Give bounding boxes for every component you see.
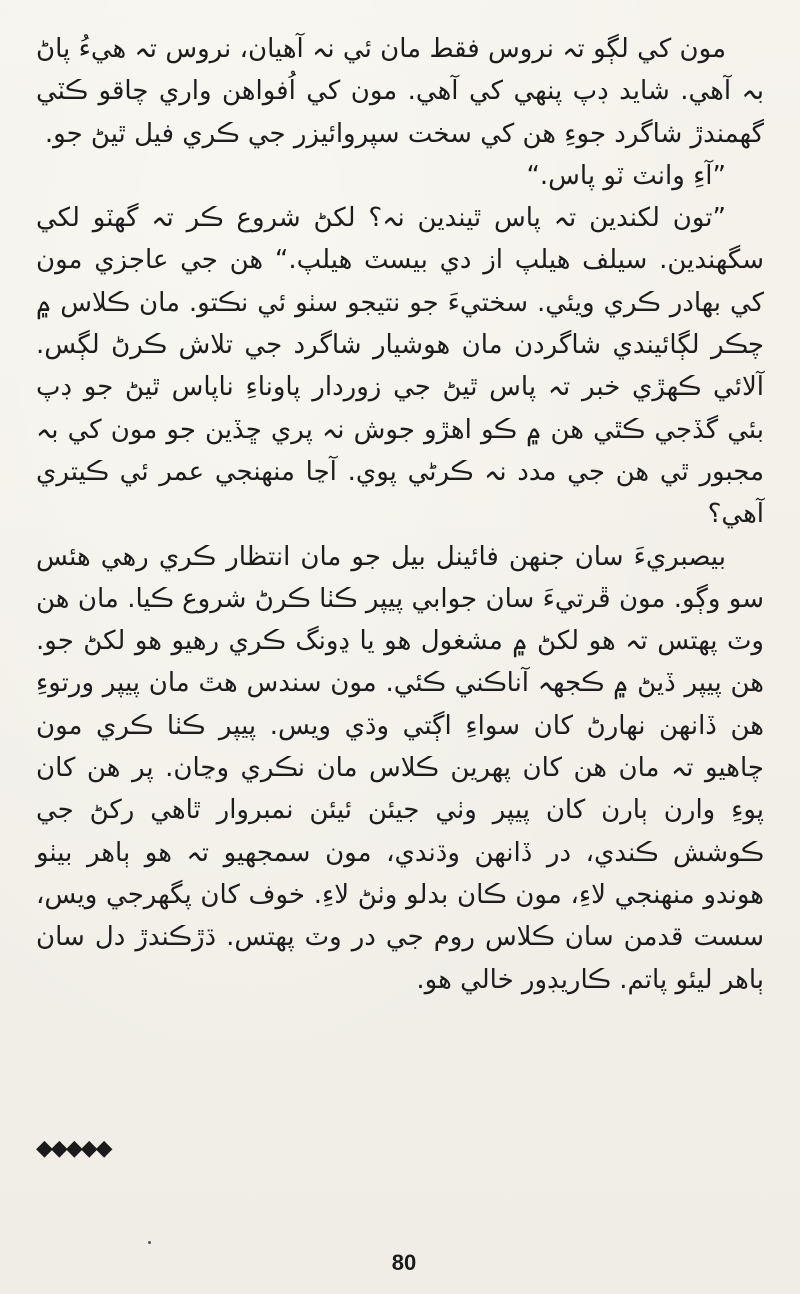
paragraph-1: مون کي لڳو تہ نروس فقط مان ئي نہ آهيان، نروس تہ هيءُ پاڻ بہ آهي. شايد ڊپ پنهي کي آهي. مون کي اُفواهن واري چاقو ڪٽي گهمندڙ شاگرد جوءِ هن کي سخت سپروائيزر جي ڪري فيل ٿيڻ جو. bbox=[36, 34, 764, 149]
paragraph-4: بيصبريءَ سان جنهن فائينل بيل جو مان انتظار ڪري رهي هئس سو وڳو. مون ڦرتيءَ سان جوابي پيپر ڪٺا ڪرڻ شروع ڪيا. مان هن وٽ پهتس تہ هو لکڻ ۾ مشغول هو يا ڍونگ ڪري رهيو هو لکڻ جو. هن پيپر ڏيڻ ۾ ڪجهہ آناڪني ڪئي. مون سندس هٿ مان پيپر ورتوءِ هن ڏانهن نهارڻ کان سواءِ اڳتي وڌي ويس. پيپر ڪٺا ڪري مون چاهيو تہ مان هن کان پهرين ڪلاس مان نڪري وڃان. پر هن کان پوءِ وارن ٻارن کان پيپر وٺي جيئن ئيئن نمبروار ٿاهي رکڻ جي ڪوشش ڪندي، در ڏانهن وڌندي، مون سمجهيو تہ هو ٻاهر بيٺو هوندو منهنجي لاءِ، مون ڪان بدلو وٺڻ لاءِ. خوف کان پگهرجي ويس، سست قدمن سان ڪلاس روم جي در وٽ پهتس. ڌڙڪندڙ دل سان ٻاهر ليئو پاتم. ڪاريڊور خالي هو. bbox=[36, 541, 764, 995]
paragraph-3: ”تون لکندين تہ پاس ٿيندين نہ؟ لکڻ شروع ڪر تہ گهٽو لکي سگهندين. سيلف هيلپ از دي بيسٽ هيلپ.“ هن جي عاجزي مون کي بهادر ڪري ويئي. سختيءَ جو نتيجو سٺو ئي نڪتو. مان ڪلاس ۾ چڪر لڳائيندي شاگردن مان هوشيار شاگرد جي تلاش ڪرڻ لڳس. آلائي ڪهڙي خبر تہ پاس ٿيڻ جي زوردار پاوناءِ ناپاس ٿيڻ جو ڊپ بئي گڏجي ڪٿي هن ۾ ڪو اهڙو جوش نہ پري ڇڏين جو مون کي بہ مجبور ٿي هن جي مدد نہ ڪرڻي پوي. آڃا منهنجي عمر ئي ڪيتري آهي؟ bbox=[36, 203, 764, 530]
paragraph-2-quote: ”آءِ وانٽ ٽو پاس.“ bbox=[526, 160, 726, 191]
section-divider-ornament: ◆◆◆◆◆ bbox=[36, 1136, 111, 1161]
page-number: 80 bbox=[391, 1250, 417, 1275]
body-text bbox=[36, 28, 764, 1001]
stray-dot bbox=[148, 1241, 151, 1244]
